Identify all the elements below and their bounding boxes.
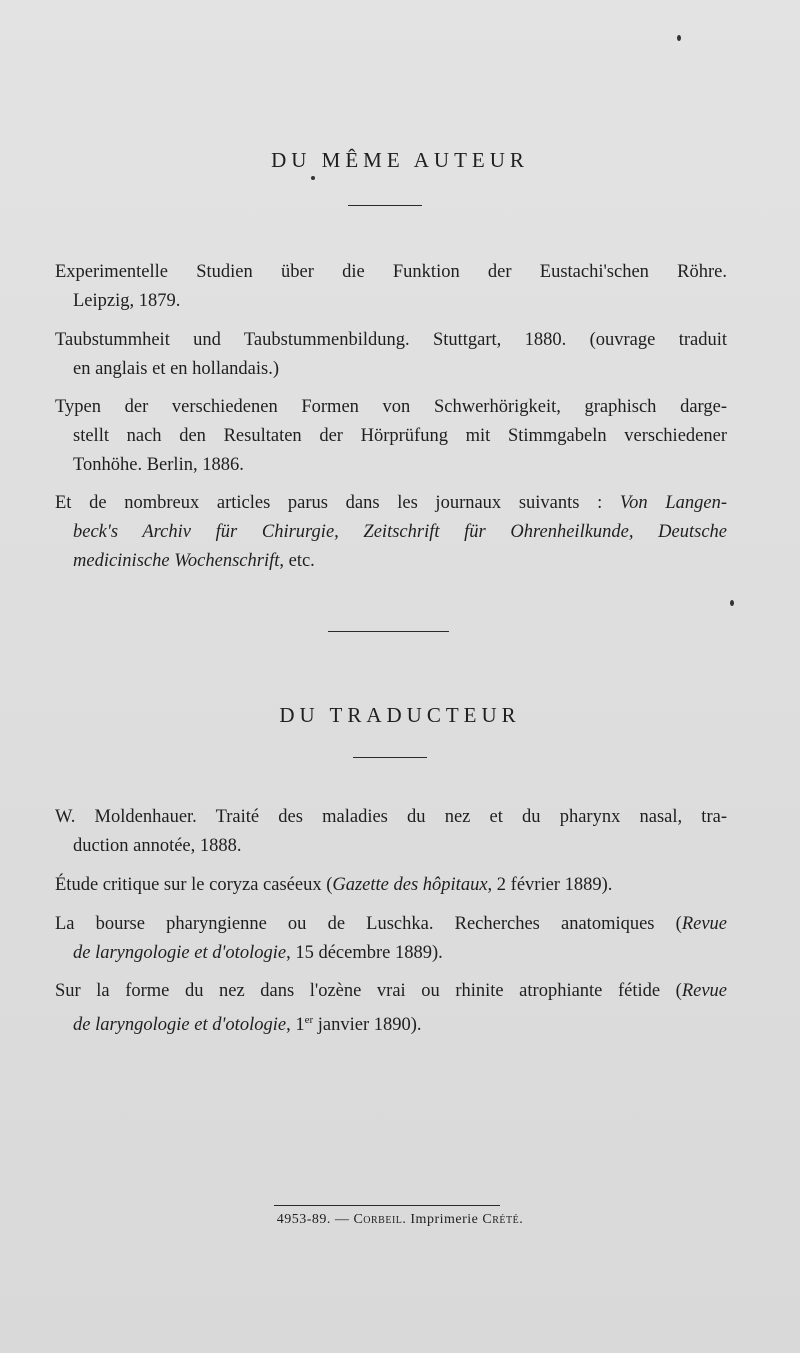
publication-entry <box>55 258 727 316</box>
entry-text: , 15 décembre 1889). <box>286 943 443 963</box>
footer-rule <box>274 1205 500 1206</box>
journal-title: Von Langen- <box>619 493 727 513</box>
journal-title: medicinische Wochenschrift <box>73 551 280 571</box>
imprint-end: . <box>519 1212 524 1227</box>
entry-line <box>55 1006 727 1040</box>
publication-entry <box>55 393 727 480</box>
journal-title: beck's Archiv für Chirurgie, Zeitschrift für Ohrenheilkunde, Deutsche <box>73 522 727 542</box>
entry-line: Typen der verschiedenen Formen von Schwerhörigkeit, graphisch darge- <box>55 397 727 417</box>
entry-line <box>55 871 727 900</box>
journal-title: de laryngologie et d'otologie <box>73 1015 287 1036</box>
publication-entry <box>55 910 727 968</box>
entry-line: duction annotée, 1888. <box>73 836 242 856</box>
publication-entry <box>55 977 727 1040</box>
entry-text: , 2 février 1889). <box>487 875 613 895</box>
entry-text: Et de nombreux articles parus dans les journaux suivants : <box>55 493 620 513</box>
entry-line <box>55 977 727 1006</box>
ink-speck <box>730 600 734 606</box>
printer-imprint <box>0 1212 800 1228</box>
entry-text: janvier 1890). <box>313 1015 422 1036</box>
publication-entry <box>55 326 727 384</box>
ink-speck <box>311 176 315 180</box>
imprint-text: . Imprimerie <box>402 1212 483 1227</box>
entry-line <box>55 489 727 518</box>
entry-line: Taubstummheit und Taubstummenbildung. Stuttgart, 1880. (ouvrage traduit <box>55 330 727 350</box>
entry-line: stellt nach den Resultaten der Hörprüfung mit Stimmgabeln verschiedener <box>73 426 727 446</box>
entry-line: W. Moldenhauer. Traité des maladies du nez et du pharynx nasal, tra- <box>55 807 727 827</box>
section-divider <box>328 631 449 632</box>
ink-speck <box>677 35 681 41</box>
entry-line <box>55 518 727 547</box>
imprint-number: 4953-89. — <box>276 1212 354 1227</box>
publication-entry <box>55 871 727 900</box>
entry-text: Étude critique sur le coryza caséeux ( <box>55 875 333 895</box>
journal-title: de laryngologie et d'otologie <box>73 943 287 963</box>
translator-section-heading: DU TRADUCTEUR <box>279 703 521 727</box>
entry-text: Sur la forme du nez dans l'ozène vrai ou rhinite atrophiante fétide ( <box>55 981 682 1001</box>
journal-title: Revue <box>681 981 727 1001</box>
ordinal-suffix: er <box>304 1014 314 1026</box>
entry-line <box>55 939 727 968</box>
section-divider <box>348 205 422 206</box>
entry-line: Tonhöhe. Berlin, 1886. <box>73 455 244 475</box>
entry-text: , etc. <box>279 551 315 571</box>
entry-line <box>55 547 727 576</box>
entry-text: , 1 <box>286 1015 305 1036</box>
entry-line: Experimentelle Studien über die Funktion der Eustachi'schen Röhre. <box>55 262 727 282</box>
entry-text: La bourse pharyngienne ou de Luschka. Recherches anatomiques ( <box>55 914 682 934</box>
imprint-printer: Crété <box>482 1212 520 1227</box>
section-divider <box>353 757 427 758</box>
journals-entry <box>55 489 727 576</box>
author-section-heading: DU MÊME AUTEUR <box>271 148 529 172</box>
entry-line: Leipzig, 1879. <box>73 291 181 311</box>
entry-line <box>55 910 727 939</box>
entry-line: en anglais et en hollandais.) <box>73 359 280 379</box>
publication-entry <box>55 803 727 861</box>
journal-title: Revue <box>681 914 727 934</box>
journal-title: Gazette des hôpitaux <box>332 875 488 895</box>
imprint-place: Corbeil <box>353 1212 403 1227</box>
